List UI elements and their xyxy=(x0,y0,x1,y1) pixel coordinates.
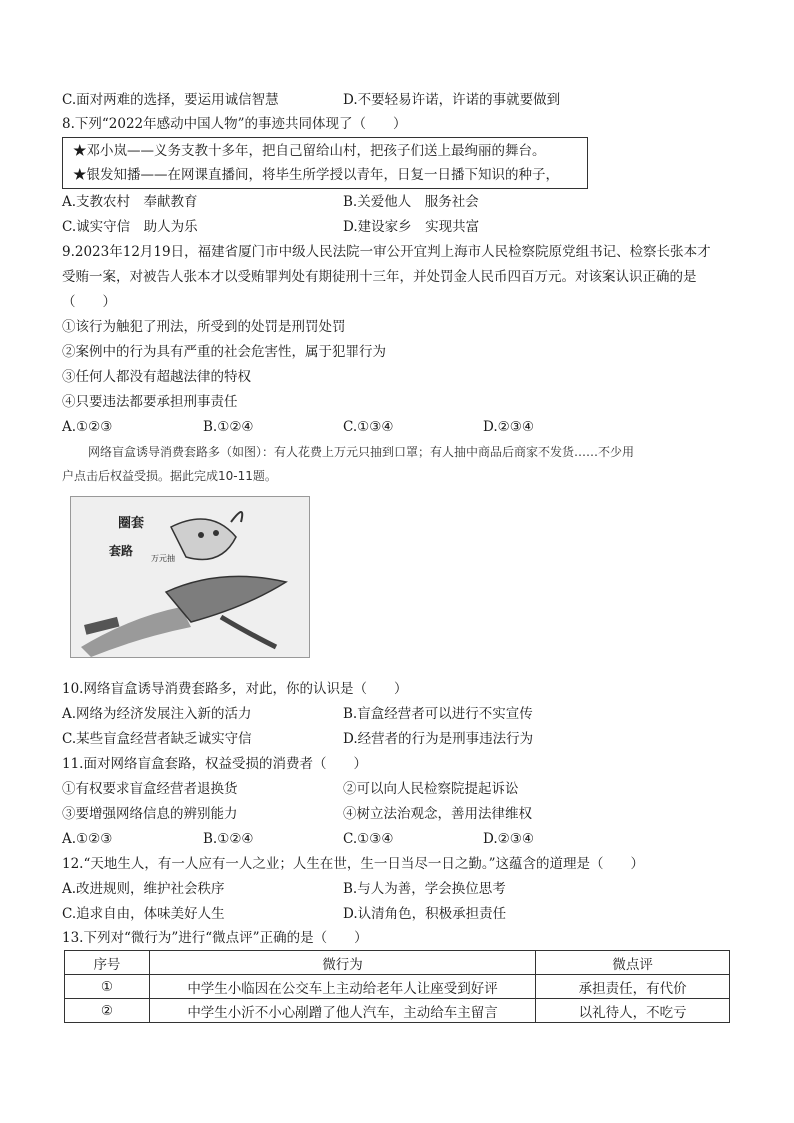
q11-stem: 11.面对网络盲盒套路，权益受损的消费者（ ） xyxy=(62,756,367,772)
q10-option-c: C.某些盲盒经营者缺乏诚实守信 xyxy=(62,731,252,747)
q12-option-c: C.追求自由，体味美好人生 xyxy=(62,906,225,922)
q8-option-b: B.关爱他人 服务社会 xyxy=(343,194,479,210)
row-behavior: 中学生小临因在公交车上主动给老年人让座受到好评 xyxy=(149,975,535,999)
q11-option-b: B.①②④ xyxy=(203,831,254,847)
q9-stem-line-3: （ ） xyxy=(62,294,116,310)
q13-stem: 13.下列对“微行为”进行“微点评”正确的是（ ） xyxy=(62,930,368,946)
row-behavior: 中学生小沂不小心剐蹭了他人汽车，主动给车主留言 xyxy=(149,999,535,1023)
q12-option-d: D.认清角色，积极承担责任 xyxy=(343,906,507,922)
q12-stem: 12.“天地生人，有一人应有一人之业；人生在世，生一日当尽一日之勤。”这蕴含的道理是（ ） xyxy=(62,856,645,872)
blind-box-cartoon xyxy=(70,496,310,658)
q9-option-c: C.①③④ xyxy=(343,419,394,435)
cartoon-drawing xyxy=(71,497,309,657)
row-comment: 承担责任，有代价 xyxy=(536,975,730,999)
q10-option-d: D.经营者的行为是刑事违法行为 xyxy=(343,731,534,747)
q8-box-line-1: ★邓小岚——义务支教十多年，把自己留给山村，把孩子们送上最绚丽的舞台。 xyxy=(73,143,546,159)
q9-option-b: B.①②④ xyxy=(203,419,254,435)
q10-option-a: A.网络为经济发展注入新的活力 xyxy=(62,706,252,722)
cartoon-label-2: 套路 xyxy=(109,544,134,558)
q9-item-4: ④只要违法都要承担刑事责任 xyxy=(62,394,238,410)
table-row xyxy=(65,999,730,1023)
cartoon-label-3: 万元抽 xyxy=(151,554,175,563)
q8-stem: 8.下列“2022年感动中国人物”的事迹共同体现了（ ） xyxy=(62,116,407,132)
material-line-1: 网络盲盒诱导消费套路多（如图）：有人花费上万元只抽到口罩；有人抽中商品后商家不发货……不少用 xyxy=(88,445,635,459)
q9-item-2: ②案例中的行为具有严重的社会危害性，属于犯罪行为 xyxy=(62,344,386,360)
table-row xyxy=(65,975,730,999)
row-index: ② xyxy=(65,999,150,1023)
q13-table xyxy=(64,950,730,1023)
q8-option-d: D.建设家乡 实现共富 xyxy=(343,219,480,235)
q8-option-c: C.诚实守信 助人为乐 xyxy=(62,219,198,235)
q9-stem-line-1: 9.2023年12月19日，福建省厦门市中级人民法院一审公开宜判上海市人民检察院原党组书记、检察长张本才 xyxy=(62,244,711,260)
q8-box-line-2: ★银发知播——在网课直播间，将毕生所学授以青年，日复一日播下知识的种子， xyxy=(73,167,559,183)
q8-option-a: A.支教农村 奉献教育 xyxy=(62,194,198,210)
q11-option-c: C.①③④ xyxy=(343,831,394,847)
header-comment: 微点评 xyxy=(536,951,730,975)
q9-item-1: ①该行为触犯了刑法，所受到的处罚是刑罚处罚 xyxy=(62,319,346,335)
q9-stem-line-2: 受贿一案，对被告人张本才以受贿罪判处有期徒刑十三年，并处罚金人民币四百万元。对该案认识正确的是 xyxy=(62,269,697,285)
q7-option-c: C.面对两难的选择，要运用诚信智慧 xyxy=(62,92,279,108)
q11-item-2: ②可以向人民检察院提起诉讼 xyxy=(343,781,519,797)
q11-option-d: D.②③④ xyxy=(483,831,534,847)
q9-item-3: ③任何人都没有超越法律的特权 xyxy=(62,369,251,385)
q11-item-3: ③要增强网络信息的辨别能力 xyxy=(62,806,238,822)
row-comment: 以礼待人，不吃亏 xyxy=(536,999,730,1023)
header-behavior: 微行为 xyxy=(149,951,535,975)
q11-item-4: ④树立法治观念，善用法律维权 xyxy=(343,806,532,822)
q7-option-d: D.不要轻易许诺，许诺的事就要做到 xyxy=(343,92,561,108)
q9-option-a: A.①②③ xyxy=(62,419,113,435)
q8-material-box xyxy=(62,137,588,189)
q9-option-d: D.②③④ xyxy=(483,419,534,435)
q11-option-a: A.①②③ xyxy=(62,831,113,847)
q11-item-1: ①有权要求盲盒经营者退换货 xyxy=(62,781,238,797)
header-index: 序号 xyxy=(65,951,150,975)
q10-option-b: B.盲盒经营者可以进行不实宣传 xyxy=(343,706,533,722)
material-line-2: 户点击后权益受损。据此完成10-11题。 xyxy=(62,469,277,483)
q12-option-a: A.改进规则，维护社会秩序 xyxy=(62,881,225,897)
q12-option-b: B.与人为善，学会换位思考 xyxy=(343,881,506,897)
cartoon-label-1: 圈套 xyxy=(118,516,145,531)
table-header-row xyxy=(65,951,730,975)
q10-stem: 10.网络盲盒诱导消费套路多，对此，你的认识是（ ） xyxy=(62,681,408,697)
row-index: ① xyxy=(65,975,150,999)
